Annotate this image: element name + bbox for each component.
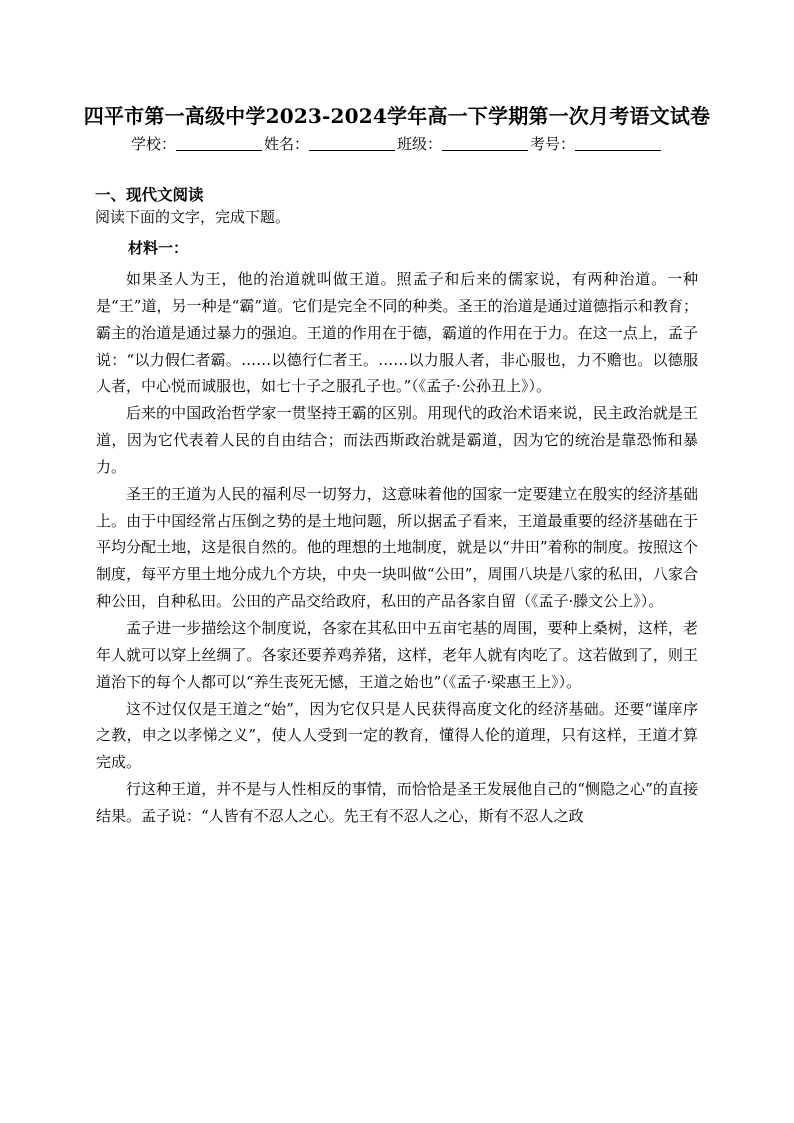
student-info-line (0, 133, 794, 154)
material-label: 材料一： (128, 239, 189, 257)
paragraph: 圣王的王道为人民的福利尽一切努力，这意味着他的国家一定要建立在殷实的经济基础上。由于中国经常占压倒之势的是土地问题，所以据孟子看来，王道最重要的经济基础在于平均分配土地，这是很自然的。他的理想的土地制度，就是以“井田”着称的制度。按照这个制度，每平方里土地分成九个方块，中央一块叫做“公田”，周围八块是八家的私田，八家合种公田，自种私田。公田的产品交给政府，私田的产品各家自留（《孟子·滕文公上》）。 (96, 484, 698, 611)
school-blank[interactable] (176, 136, 262, 151)
school-label: 学校： (130, 135, 176, 153)
exam-number-label: 考号： (530, 135, 576, 153)
paragraph: 后来的中国政治哲学家一贯坚持王霸的区别。用现代的政治术语来说，民主政治就是王道，因为它代表着人民的自由结合；而法西斯政治就是霸道，因为它的统治是靠恐怖和暴力。 (96, 404, 698, 476)
material-body (96, 266, 698, 830)
paragraph: 行这种王道，并不是与人性相反的事情，而恰恰是圣王发展他自己的“恻隐之心”的直接结果。孟子说：“人皆有不忍人之心。先王有不忍人之心，斯有不忍人之政 (96, 780, 698, 825)
exam-title: 四平市第一高级中学2023-2024学年高一下学期第一次月考语文试卷 (83, 104, 711, 128)
name-blank[interactable] (309, 136, 395, 151)
class-label: 班级： (397, 135, 443, 153)
paragraph: 孟子进一步描绘这个制度说，各家在其私田中五亩宅基的周围，要种上桑树，这样，老年人就可以穿上丝绸了。各家还要养鸡养猪，这样，老年人就有肉吃了。这若做到了，则王道治下的每个人都可以“养生丧死无憾，王道之始也”（《孟子·梁惠王上》）。 (96, 618, 698, 691)
exam-number-blank[interactable] (575, 136, 661, 151)
class-blank[interactable] (442, 136, 528, 151)
section-heading: 一、现代文阅读 (95, 186, 204, 204)
paragraph: 如果圣人为王，他的治道就叫做王道。照孟子和后来的儒家说，有两种治道。一种是“王”道，另一种是“霸”道。它们是完全不同的种类。圣王的治道是通过道德指示和教育；霸主的治道是通过暴力的强迫。王道的作用在于德，霸道的作用在于力。在这一点上，孟子说：“以力假仁者霸。……以德行仁者王。……以力服人者，非心服也，力不赡也。以德服人者，中心悦而诚服也，如七十子之服孔子也。”（《孟子·公孙丑上》）。 (96, 270, 698, 396)
name-label: 姓名： (263, 135, 309, 153)
paragraph: 这不过仅仅是王道之“始”，因为它仅只是人民获得高度文化的经济基础。还要“谨庠序之教，申之以孝悌之义”，使人人受到一定的教育，懂得人伦的道理，只有这样，王道才算完成。 (96, 699, 698, 772)
reading-instruction: 阅读下面的文字，完成下题。 (95, 208, 291, 226)
